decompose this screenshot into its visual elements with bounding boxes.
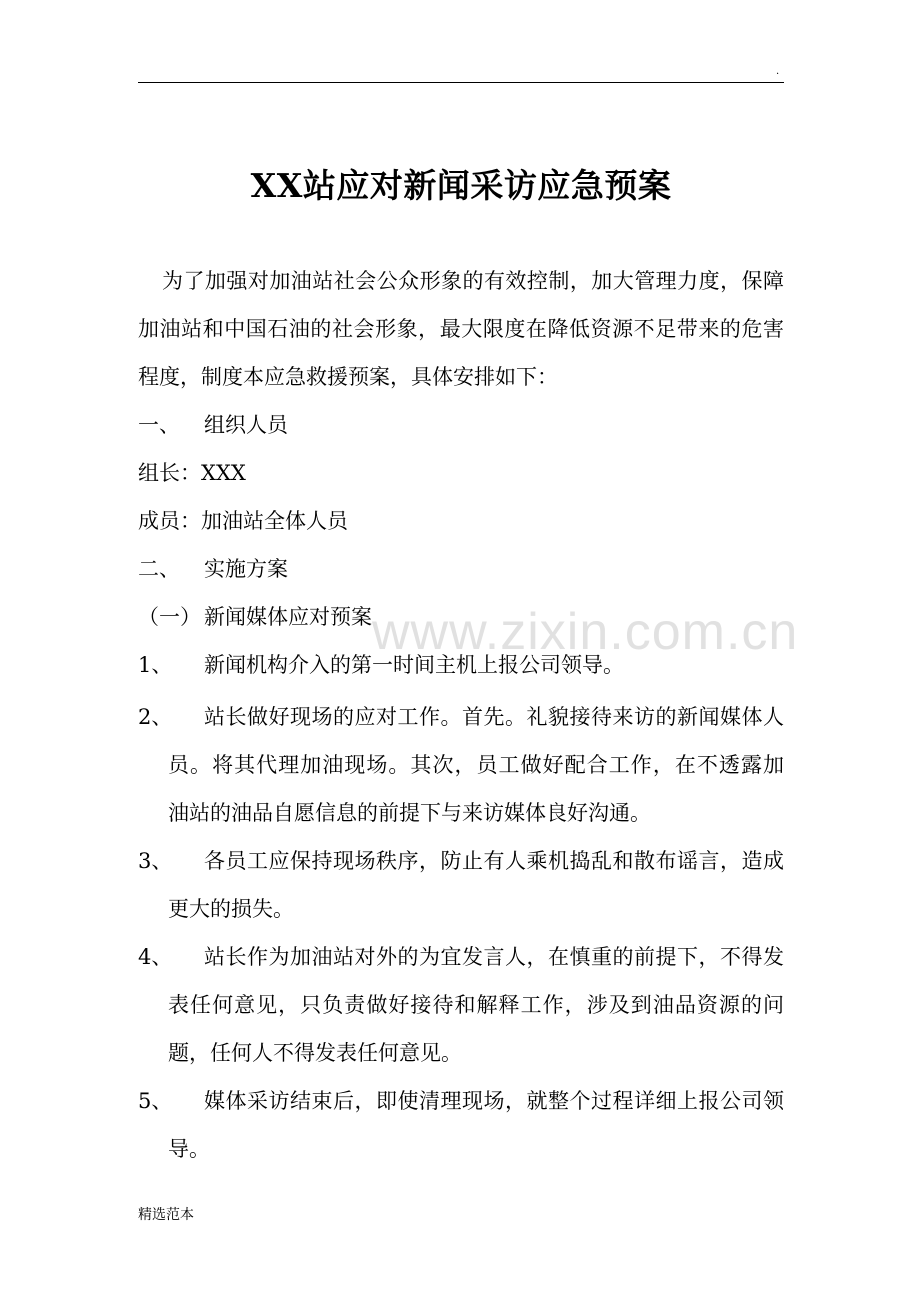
intro-line-3: 程度，制度本应急救援预案，具体安排如下： [138,365,558,389]
item-4-line-3: 题，任何人不得发表任何意见。 [168,1041,462,1065]
members-line: 成员：加油站全体人员 [138,509,348,533]
document-title: XX站应对新闻采访应急预案 [250,166,672,205]
item-2-number: 2、 [138,705,173,729]
item-2-line-3: 油站的油品自愿信息的前提下与来访媒体良好沟通。 [168,801,651,825]
item-4-line-2: 表任何意见，只负责做好接待和解释工作，涉及到油品资源的问 [168,993,784,1017]
item-1-line-1: 新闻机构介入的第一时间主机上报公司领导。 [204,653,624,677]
intro-line-1: 为了加强对加油站社会公众形象的有效控制，加大管理力度，保障 [162,269,784,293]
item-1-number: 1、 [138,653,173,677]
intro-line-2: 加油站和中国石油的社会形象，最大限度在降低资源不足带来的危害 [138,317,784,341]
subsection-1-heading: 新闻媒体应对预案 [204,605,372,629]
section-2-heading: 实施方案 [204,557,288,581]
item-4-line-1: 站长作为加油站对外的为宜发言人，在慎重的前提下，不得发 [204,945,784,969]
watermark: www.zixin.com.cn [372,603,799,661]
section-1-heading: 组织人员 [204,413,288,437]
subsection-1-number: （一） [138,605,201,629]
leader-line: 组长：XXX [138,461,246,485]
section-1-number: 一、 [138,413,180,437]
item-3-line-2: 更大的损失。 [168,897,294,921]
item-2-line-1: 站长做好现场的应对工作。首先。礼貌接待来访的新闻媒体人 [204,705,784,729]
header-rule [138,82,784,83]
item-3-number: 3、 [138,849,173,873]
item-4-number: 4、 [138,945,173,969]
section-2-number: 二、 [138,557,180,581]
item-5-line-2: 导。 [168,1137,210,1161]
footer-label: 精选范本 [138,1207,194,1223]
item-2-line-2: 员。将其代理加油现场。其次，员工做好配合工作，在不透露加 [168,753,784,777]
item-5-line-1: 媒体采访结束后，即使清理现场，就整个过程详细上报公司领 [204,1089,784,1113]
item-3-line-1: 各员工应保持现场秩序，防止有人乘机捣乱和散布谣言，造成 [204,849,784,873]
item-5-number: 5、 [138,1089,173,1113]
header-dot: . [776,66,780,77]
